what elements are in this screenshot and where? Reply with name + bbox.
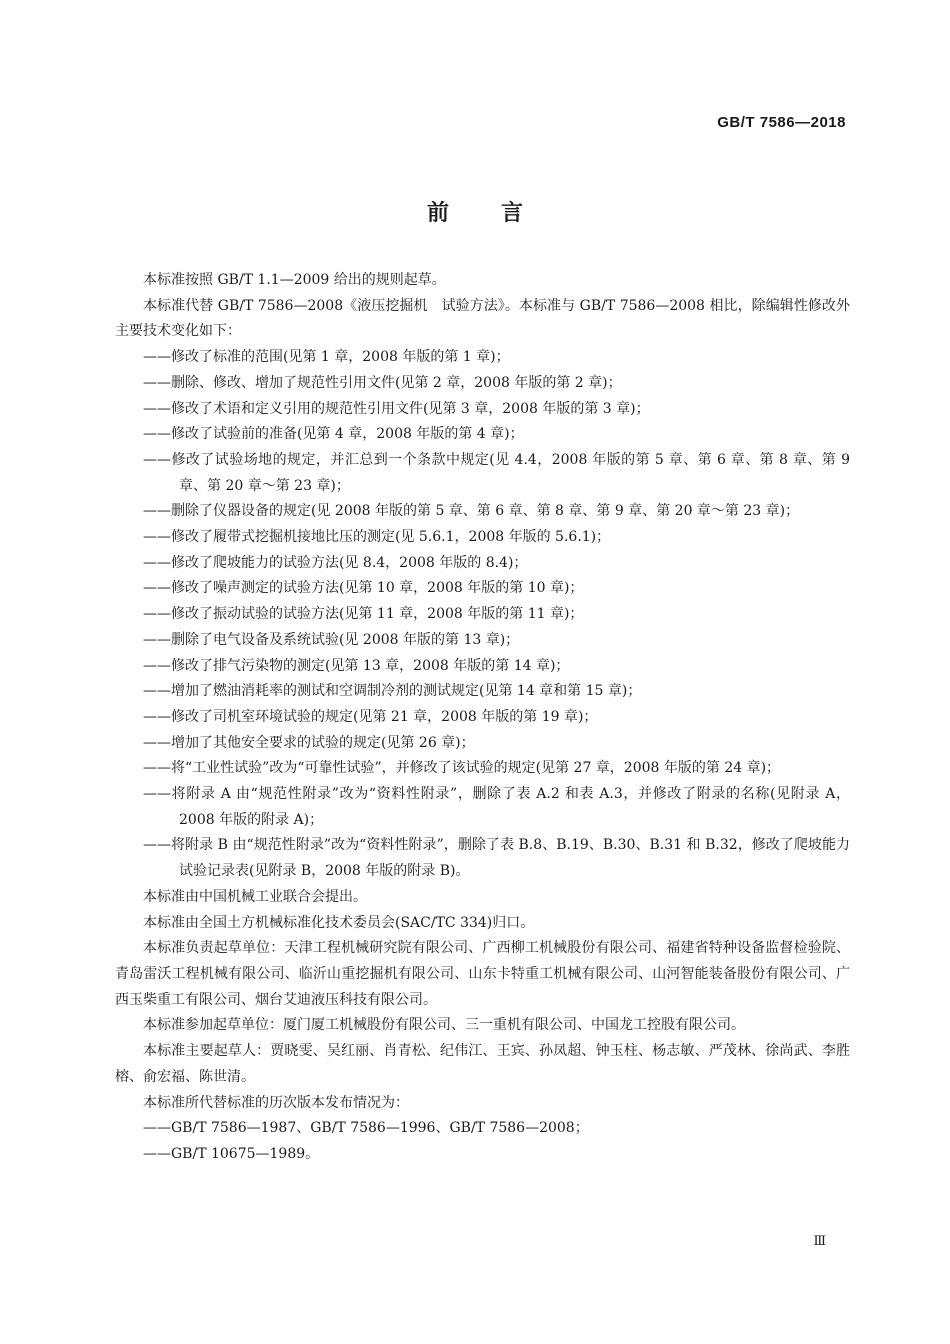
intro-paragraph: 本标准代替 GB/T 7586—2008《液压挖掘机 试验方法》。本标准与 GB/T 7586—2008 相比，除编辑性修改外主要技术变化如下： [115,297,850,340]
history-list [115,1116,850,1167]
body-paragraph: 本标准负责起草单位：天津工程机械研究院有限公司、广西柳工机械股份有限公司、福建省特种设备监督检验院、青岛雷沃工程机械有限公司、临沂山重挖掘机有限公司、山东卡特重工机械有限公司、山河智能装备股份有限公司、广西玉柴重工有限公司、烟台艾迪液压科技有限公司。 [115,940,850,1008]
list-item: ——修改了履带式挖掘机接地比压的测定(见 5.6.1，2008 年版的 5.6.1)； [143,529,611,546]
body-paragraph: 本标准由中国机械工业联合会提出。 [143,888,367,905]
page-title: 前言 [426,201,575,226]
list-item: ——将附录 B 由“规范性附录”改为“资料性附录”，删除了表 B.8、B.19、B.30、B.31 和 B.32，修改了爬坡能力试验记录表(见附录 B，2008 年版的附录 B)。 [143,837,850,880]
list-item: ——修改了噪声测定的试验方法(见第 10 章，2008 年版的第 10 章)； [143,580,584,597]
list-item: ——修改了试验场地的规定，并汇总到一个条款中规定(见 4.4，2008 年版的第 5 章、第 6 章、第 8 章、第 9 章、第 20 章～第 23 章)； [143,451,850,494]
list-item: ——将附录 A 由“规范性附录”改为“资料性附录”，删除了表 A.2 和表 A.3，并修改了附录的名称(见附录 A，2008 年版的附录 A)； [143,786,850,828]
list-item: ——修改了术语和定义引用的规范性引用文件(见第 3 章，2008 年版的第 3 章)； [143,400,650,417]
list-item: ——修改了排气污染物的测定(见第 13 章，2008 年版的第 14 章)； [143,657,570,674]
page-number: Ⅲ [813,1234,826,1249]
list-item: ——将“工业性试验”改为“可靠性试验”，并修改了该试验的规定(见第 27 章，2008 年版的第 24 章)； [143,760,781,777]
list-item: ——修改了标准的范围(见第 1 章，2008 年版的第 1 章)； [143,349,510,366]
list-item: ——修改了试验前的准备(见第 4 章，2008 年版的第 4 章)； [143,426,524,443]
list-item: ——删除了仪器设备的规定(见 2008 年版的第 5 章、第 6 章、第 8 章、第 9 章、第 20 章～第 23 章)； [143,503,800,520]
list-item: ——删除、修改、增加了规范性引用文件(见第 2 章，2008 年版的第 2 章)； [143,374,622,391]
list-item: ——GB/T 7586—1987、GB/T 7586—1996、GB/T 7586—2008； [143,1120,589,1137]
document-body [115,268,850,1168]
list-item: ——修改了爬坡能力的试验方法(见 8.4，2008 年版的 8.4)； [143,554,528,571]
changes-list [115,345,850,885]
list-item: ——修改了振动试验的试验方法(见第 11 章，2008 年版的第 11 章)； [143,606,584,623]
list-item: ——修改了司机室环境试验的规定(见第 21 章，2008 年版的第 19 章)； [143,708,598,725]
intro-paragraph: 本标准按照 GB/T 1.1—2009 给出的规则起草。 [143,272,446,288]
list-item: ——GB/T 10675—1989。 [143,1145,320,1162]
body-paragraph: 本标准所代替标准的历次版本发布情况为： [143,1094,409,1111]
body-paragraph: 本标准主要起草人：贾晓雯、吴红丽、肖青松、纪伟江、王宾、孙凤超、钟玉柱、杨志敏、严茂林、徐尚武、李胜榕、俞宏福、陈世清。 [115,1043,850,1085]
list-item: ——增加了其他安全要求的试验的规定(见第 26 章)； [143,734,475,751]
body-paragraph: 本标准参加起草单位：厦门厦工机械股份有限公司、三一重机有限公司、中国龙工控股有限公司。 [143,1017,745,1034]
list-item: ——增加了燃油消耗率的测试和空调制冷剂的测试规定(见第 14 章和第 15 章)； [143,683,642,700]
list-item: ——删除了电气设备及系统试验(见 2008 年版的第 13 章)； [143,631,520,648]
body-paragraph: 本标准由全国土方机械标准化技术委员会(SAC/TC 334)归口。 [143,914,535,931]
document-code: GB/T 7586—2018 [717,114,846,131]
